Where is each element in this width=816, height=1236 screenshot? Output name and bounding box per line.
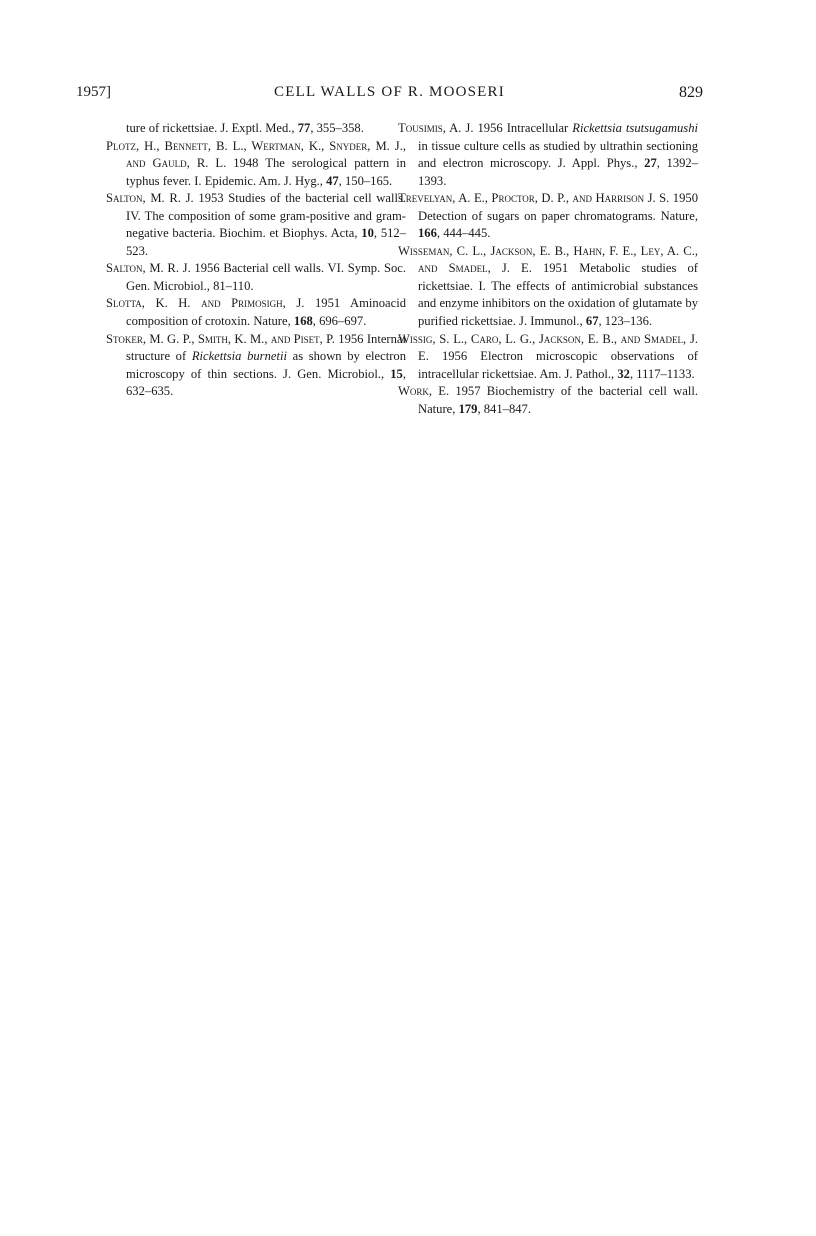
reference-entry <box>106 331 406 401</box>
reference-entry <box>106 295 406 330</box>
reference-italic: Rickettsia tsutsugamushi <box>572 121 698 135</box>
header-year: 1957] <box>76 84 111 100</box>
reference-volume: 32 <box>617 366 630 381</box>
reference-entry <box>106 138 406 191</box>
page-number: 829 <box>679 84 703 101</box>
reference-authors: Work, E. <box>398 384 450 399</box>
reference-text: 1956 Electron microscopic observations of intracellular rickettsiae. Am. J. Pathol., <box>418 349 698 381</box>
reference-text: 1950 Detection of sugars on paper chromatograms. Nature, <box>418 191 698 223</box>
reference-text: 1953 Studies of the bacterial cell walls. IV. The composition of some gram-positive and gram-negative bacteria. Biochim. et Biophys. Acta, <box>126 191 406 241</box>
reference-volume: 77 <box>297 121 311 135</box>
reference-volume: 27 <box>644 156 657 171</box>
reference-entry <box>398 383 698 418</box>
reference-pages: , 355–358. <box>310 121 364 135</box>
reference-text: 1956 Internal structure of <box>126 331 406 364</box>
running-header <box>76 84 703 106</box>
reference-authors: Trevelyan, A. E., Proctor, D. P., and Harrison J. S. <box>398 191 670 206</box>
reference-entry <box>398 331 698 384</box>
reference-entry <box>398 243 698 331</box>
reference-authors: Salton, M. R. J. <box>106 191 194 206</box>
reference-text: as shown by electron microscopy of thin sections. J. Gen. Microbiol., <box>126 349 407 381</box>
header-title: CELL WALLS OF R. MOOSERI <box>274 84 505 100</box>
reference-entry <box>106 260 406 295</box>
reference-pages: , 512–523. <box>126 226 407 258</box>
reference-volume: 67 <box>585 314 599 329</box>
references-column-left <box>106 120 406 401</box>
reference-text: 1948 The serological pattern in typhus fever. I. Epidemic. Am. J. Hyg., <box>126 156 406 188</box>
reference-authors: Slotta, K. H. and Primosigh, J. <box>106 296 305 311</box>
reference-authors: Salton, M. R. J. <box>106 261 191 276</box>
references-column-right <box>398 120 698 418</box>
reference-pages: , 1117–1133. <box>629 366 695 381</box>
reference-text: ture of rickettsiae. J. Exptl. Med., <box>126 121 298 135</box>
reference-volume: 168 <box>293 314 313 329</box>
reference-volume: 166 <box>418 226 437 241</box>
reference-pages: , 444–445. <box>436 226 491 241</box>
reference-volume: 10 <box>361 226 374 241</box>
reference-text: in tissue culture cells as studied by ultrathin sectioning and electron microscopy. J. Appl. Phys., <box>418 138 698 171</box>
reference-pages: , 150–165. <box>338 173 393 188</box>
reference-italic: Rickettsia burnetii <box>191 349 287 364</box>
reference-pages: , 123–136. <box>598 314 653 329</box>
reference-volume: 179 <box>458 401 478 416</box>
reference-entry <box>106 190 406 260</box>
reference-volume: 47 <box>326 173 339 188</box>
reference-pages: , 841–847. <box>477 401 531 416</box>
reference-entry <box>398 120 698 190</box>
reference-pages: , 632–635. <box>126 366 406 399</box>
reference-text: 1951 Aminoacid composition of crotoxin. Nature, <box>126 296 406 329</box>
reference-pages: , 1392–1393. <box>418 156 699 188</box>
reference-text: 1951 Metabolic studies of rickettsiae. I. The effects of antimicrobial substances and enzyme inhibitors on the oxidation of glutamate by purified rickettsiae. J. Immunol., <box>418 261 698 329</box>
reference-entry <box>106 120 406 138</box>
reference-pages: , 696–697. <box>312 314 367 329</box>
reference-authors: Plotz, H., Bennett, B. L., Wertman, K., Snyder, M. J., and Gauld, R. L. <box>106 138 406 171</box>
reference-authors: Wissig, S. L., Caro, L. G., Jackson, E. B., and Smadel, J. E. <box>398 331 698 364</box>
reference-authors: Stoker, M. G. P., Smith, K. M., and Piset, P. <box>106 331 335 346</box>
reference-authors: Tousimis, A. J. <box>398 121 474 135</box>
reference-authors: Wisseman, C. L., Jackson, E. B., Hahn, F. E., Ley, A. C., and Smadel, J. E. <box>398 243 698 276</box>
reference-text: 1957 Biochemistry of the bacterial cell wall. Nature, <box>418 384 698 416</box>
reference-volume: 15 <box>390 366 403 381</box>
reference-entry <box>398 190 698 243</box>
reference-text: 1956 Bacterial cell walls. VI. Symp. Soc. Gen. Microbiol., 81–110. <box>126 261 406 293</box>
reference-text: 1956 Intracellular <box>473 121 573 135</box>
